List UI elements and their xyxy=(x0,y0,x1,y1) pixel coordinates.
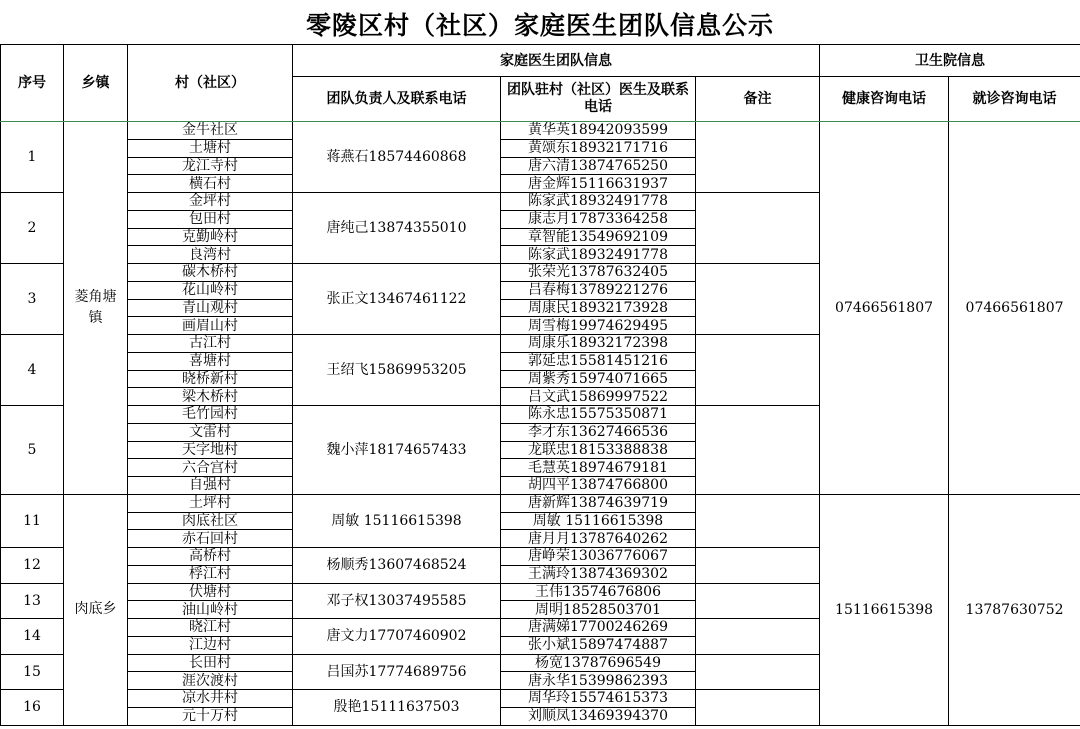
team-seq-cell: 15 xyxy=(1,654,64,690)
village-cell: 天字地村 xyxy=(128,441,293,459)
header-town: 乡镇 xyxy=(64,45,128,122)
village-cell: 长田村 xyxy=(128,654,293,672)
remark-cell xyxy=(696,548,820,584)
doctor-cell: 张荣光13787632405 xyxy=(501,264,696,282)
team-leader-cell: 周敏 15116615398 xyxy=(293,494,501,547)
village-cell: 高桥村 xyxy=(128,548,293,566)
doctor-cell: 黄华英18942093599 xyxy=(501,122,696,140)
header-clinic-group: 卫生院信息 xyxy=(820,45,1080,77)
village-cell: 金牛社区 xyxy=(128,122,293,140)
doctor-cell: 唐永华15399862393 xyxy=(501,672,696,690)
village-cell: 涯次渡村 xyxy=(128,672,293,690)
doctor-cell: 周康乐18932172398 xyxy=(501,335,696,353)
remark-cell xyxy=(696,654,820,690)
village-cell: 碳木桥村 xyxy=(128,264,293,282)
village-cell: 六合宫村 xyxy=(128,459,293,477)
doctor-cell: 周华玲15574615373 xyxy=(501,690,696,708)
doctor-cell: 吕文武15869997522 xyxy=(501,388,696,406)
doctor-cell: 龙联忠18153388838 xyxy=(501,441,696,459)
village-cell: 自强村 xyxy=(128,477,293,495)
village-cell: 晓江村 xyxy=(128,619,293,637)
team-seq-cell: 14 xyxy=(1,619,64,655)
team-seq-cell: 5 xyxy=(1,406,64,495)
village-cell: 伏塘村 xyxy=(128,583,293,601)
remark-cell xyxy=(696,335,820,406)
doctor-cell: 陈永忠15575350871 xyxy=(501,406,696,424)
village-cell: 克勤岭村 xyxy=(128,228,293,246)
team-leader-cell: 吕国苏17774689756 xyxy=(293,654,501,690)
doctor-cell: 康志月17873364258 xyxy=(501,210,696,228)
doctor-cell: 毛慧英18974679181 xyxy=(501,459,696,477)
header-visit-phone: 就诊咨询电话 xyxy=(949,77,1080,122)
village-cell: 花山岭村 xyxy=(128,281,293,299)
remark-cell xyxy=(696,406,820,495)
town-cell: 肉底乡 xyxy=(64,494,128,725)
doctor-cell: 胡四平13874766800 xyxy=(501,477,696,495)
team-leader-cell: 唐文力17707460902 xyxy=(293,619,501,655)
team-leader-cell: 蒋燕石18574460868 xyxy=(293,122,501,193)
header-doctor: 团队驻村（社区）医生及联系电话 xyxy=(501,77,696,122)
header-team-group: 家庭医生团队信息 xyxy=(293,45,820,77)
page-title: 零陵区村（社区）家庭医生团队信息公示 xyxy=(305,11,774,40)
doctor-cell: 陈家武18932491778 xyxy=(501,193,696,211)
remark-cell xyxy=(696,583,820,619)
town-cell: 菱角塘镇 xyxy=(64,122,128,495)
doctor-cell: 唐月月13787640262 xyxy=(501,530,696,548)
team-seq-cell: 16 xyxy=(1,690,64,726)
village-cell: 桴江村 xyxy=(128,565,293,583)
doctor-cell: 周明18528503701 xyxy=(501,601,696,619)
doctor-cell: 李才东13627466536 xyxy=(501,423,696,441)
village-cell: 土塘村 xyxy=(128,139,293,157)
doctor-cell: 陈家武18932491778 xyxy=(501,246,696,264)
village-cell: 毛竹园村 xyxy=(128,406,293,424)
village-cell: 金坪村 xyxy=(128,193,293,211)
village-cell: 土坪村 xyxy=(128,494,293,512)
health-phone-cell: 15116615398 xyxy=(820,494,949,725)
team-seq-cell: 1 xyxy=(1,122,64,193)
remark-cell xyxy=(696,690,820,726)
doctor-cell: 王满玲13874369302 xyxy=(501,565,696,583)
doctor-cell: 周康民18932173928 xyxy=(501,299,696,317)
village-cell: 喜塘村 xyxy=(128,352,293,370)
remark-cell xyxy=(696,619,820,655)
team-leader-cell: 杨顺秀13607468524 xyxy=(293,548,501,584)
doctor-cell: 郭延忠15581451216 xyxy=(501,352,696,370)
header-village: 村（社区） xyxy=(128,45,293,122)
team-seq-cell: 11 xyxy=(1,494,64,547)
team-seq-cell: 13 xyxy=(1,583,64,619)
doctor-cell: 王伟13574676806 xyxy=(501,583,696,601)
village-cell: 青山观村 xyxy=(128,299,293,317)
doctor-cell: 唐峥荣13036776067 xyxy=(501,548,696,566)
team-leader-cell: 邓子权13037495585 xyxy=(293,583,501,619)
team-seq-cell: 4 xyxy=(1,335,64,406)
doctor-cell: 唐新辉13874639719 xyxy=(501,494,696,512)
village-cell: 文雷村 xyxy=(128,423,293,441)
header-health-phone: 健康咨询电话 xyxy=(820,77,949,122)
doctor-cell: 张小斌15897474887 xyxy=(501,636,696,654)
village-cell: 元十万村 xyxy=(128,707,293,725)
team-leader-cell: 王绍飞15869953205 xyxy=(293,335,501,406)
header-remark: 备注 xyxy=(696,77,820,122)
doctor-cell: 章智能13549692109 xyxy=(501,228,696,246)
visit-phone-cell: 13787630752 xyxy=(949,494,1080,725)
village-cell: 赤石回村 xyxy=(128,530,293,548)
header-divider-line xyxy=(0,121,1080,122)
family-doctor-table xyxy=(0,44,1080,726)
remark-cell xyxy=(696,264,820,335)
header-leader: 团队负责人及联系电话 xyxy=(293,77,501,122)
team-leader-cell: 殷艳15111637503 xyxy=(293,690,501,726)
village-cell: 凉水井村 xyxy=(128,690,293,708)
village-cell: 晓桥新村 xyxy=(128,370,293,388)
doctor-cell: 刘顺凤13469394370 xyxy=(501,707,696,725)
team-leader-cell: 唐纯己13874355010 xyxy=(293,193,501,264)
village-cell: 画眉山村 xyxy=(128,317,293,335)
team-leader-cell: 魏小萍18174657433 xyxy=(293,406,501,495)
doctor-cell: 杨宽13787696549 xyxy=(501,654,696,672)
team-seq-cell: 12 xyxy=(1,548,64,584)
village-cell: 横石村 xyxy=(128,175,293,193)
header-row-1 xyxy=(1,45,1080,77)
doctor-cell: 唐六清13874765250 xyxy=(501,157,696,175)
doctor-cell: 周敏 15116615398 xyxy=(501,512,696,530)
doctor-cell: 黄颂东18932171716 xyxy=(501,139,696,157)
village-cell: 良湾村 xyxy=(128,246,293,264)
village-cell: 古江村 xyxy=(128,335,293,353)
remark-cell xyxy=(696,122,820,193)
health-phone-cell: 07466561807 xyxy=(820,122,949,495)
doctor-cell: 周雪梅19974629495 xyxy=(501,317,696,335)
doctor-cell: 唐金辉15116631937 xyxy=(501,175,696,193)
village-cell: 包田村 xyxy=(128,210,293,228)
table-row xyxy=(1,122,1080,140)
remark-cell xyxy=(696,193,820,264)
table-row xyxy=(1,494,1080,512)
team-leader-cell: 张正文13467461122 xyxy=(293,264,501,335)
doctor-cell: 唐满娣17700246269 xyxy=(501,619,696,637)
village-cell: 江边村 xyxy=(128,636,293,654)
doctor-cell: 吕春梅13789221276 xyxy=(501,281,696,299)
doctor-cell: 周紫秀15974071665 xyxy=(501,370,696,388)
village-cell: 梁木桥村 xyxy=(128,388,293,406)
village-cell: 龙江寺村 xyxy=(128,157,293,175)
team-seq-cell: 3 xyxy=(1,264,64,335)
remark-cell xyxy=(696,494,820,547)
table-body xyxy=(1,122,1080,726)
team-seq-cell: 2 xyxy=(1,193,64,264)
village-cell: 油山岭村 xyxy=(128,601,293,619)
header-seq: 序号 xyxy=(1,45,64,122)
village-cell: 肉底社区 xyxy=(128,512,293,530)
visit-phone-cell: 07466561807 xyxy=(949,122,1080,495)
